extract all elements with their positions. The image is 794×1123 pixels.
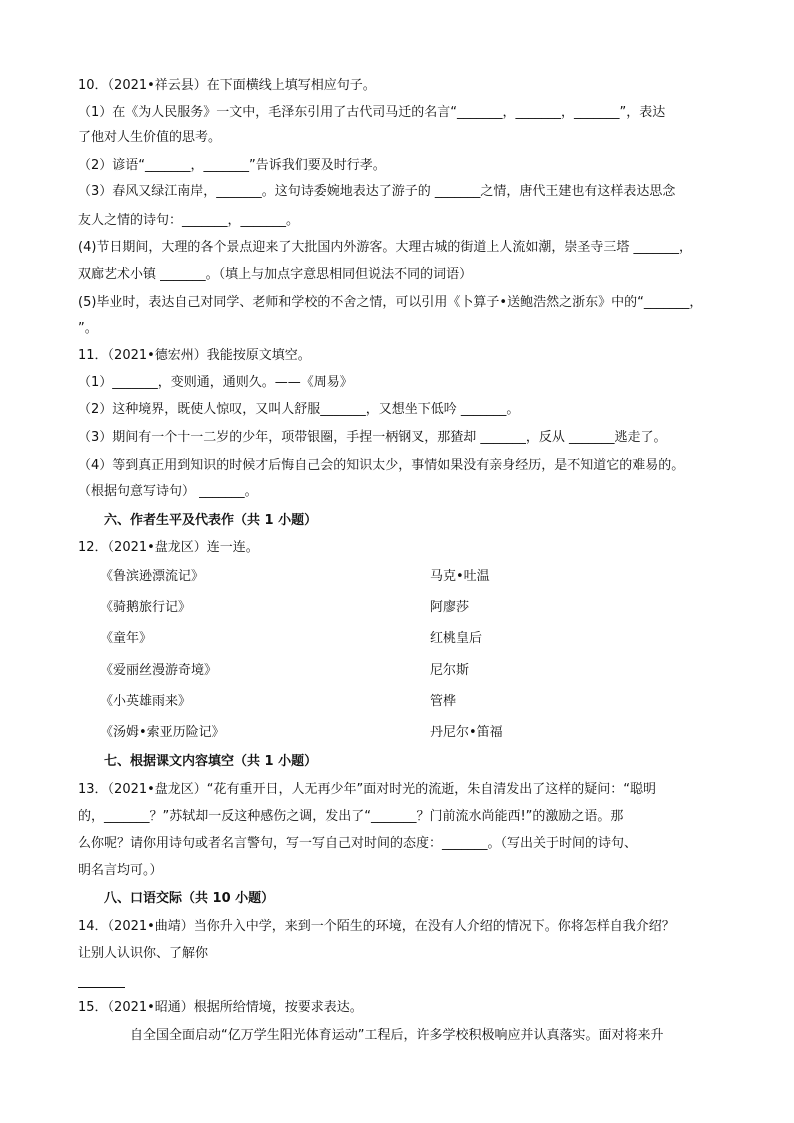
book-item: 《鲁滨逊漂流记》	[100, 569, 205, 584]
q11-part4-line1: （4）等到真正用到知识的时候才后悔自己会的知识太少，事情如果没有亲身经历，是不知道它的难易的。	[78, 458, 685, 473]
author-item: 丹尼尔•笛福	[430, 725, 503, 740]
q10-part4-line1: (4)节日期间，大理的各个景点迎来了大批国内外游客。大理古城的街道上人流如潮，崇圣寺三塔 _______，	[78, 240, 693, 255]
section-8-heading: 八、口语交际（共 10 小题）	[104, 891, 275, 906]
q10-stem: 10．（2021•祥云县）在下面横线上填写相应句子。	[78, 78, 376, 93]
q14-line1: 14．（2021•曲靖）当你升入中学，来到一个陌生的环境，在没有人介绍的情况下。你将怎样自我介绍？	[78, 919, 675, 934]
q15-stem: 15．（2021•昭通）根据所给情境，按要求表达。	[78, 1000, 363, 1015]
section-7-heading: 七、根据课文内容填空（共 1 小题）	[104, 754, 318, 769]
q10-part3-line2: 友人之情的诗句：_______，_______。	[78, 213, 300, 228]
author-item: 管桦	[430, 694, 457, 709]
q11-part2: （2）这种境界，既使人惊叹，又叫人舒服_______，又想坐下低吟 _______。	[78, 402, 520, 417]
q10-part1-line2: 了他对人生价值的思考。	[78, 130, 222, 145]
q10-part2: （2）谚语“_______，_______”告诉我们要及时行孝。	[78, 158, 386, 173]
book-item: 《骑鹅旅行记》	[100, 600, 192, 615]
q13-line2: 的，_______？”苏轼却一反这种感伤之调，发出了“_______？门前流水尚能西!”的激励之语。那	[78, 809, 624, 824]
book-item: 《汤姆•索亚历险记》	[100, 725, 225, 740]
answer-underline	[78, 987, 125, 988]
q14-line2: 让别人认识你、了解你	[78, 946, 209, 961]
author-item: 阿廖莎	[430, 600, 470, 615]
q13-line4: 明名言均可。）	[78, 863, 163, 878]
q13-line1: 13．（2021•盘龙区）“花有重开日，人无再少年”面对时光的流逝，朱自清发出了这样的疑问：“聪明	[78, 782, 656, 797]
author-item: 尼尔斯	[430, 663, 470, 678]
q10-part4-line2: 双廊艺术小镇 _______。（填上与加点字意思相同但说法不同的词语）	[78, 267, 473, 282]
q11-part1: （1）_______，变则通，通则久。——《周易》	[78, 375, 353, 390]
book-item: 《童年》	[100, 631, 153, 646]
q12-stem: 12．（2021•盘龙区）连一连。	[78, 540, 259, 555]
q10-part5-line1: (5)毕业时，表达自己对同学、老师和学校的不舍之情，可以引用《卜算子•送鲍浩然之浙东》中的“_______，	[78, 295, 703, 310]
q13-line3: 么你呢？请你用诗句或者名言警句，写一写自己对时间的态度：_______。（写出关于时间的诗句、	[78, 836, 638, 851]
q15-paragraph-line1: 自全国全面启动“亿万学生阳光体育运动”工程后，许多学校积极响应并认真落实。面对将来升	[130, 1028, 664, 1043]
q11-part4-line2: （根据句意写诗句） _______。	[78, 484, 258, 499]
q11-stem: 11．（2021•德宏州）我能按原文填空。	[78, 348, 311, 363]
book-item: 《爱丽丝漫游奇境》	[100, 663, 218, 678]
author-item: 马克•吐温	[430, 569, 490, 584]
q10-part3-line1: （3）春风又绿江南岸，_______。这句诗委婉地表达了游子的 _______之情，唐代王建也有这样表达思念	[78, 184, 676, 199]
author-item: 红桃皇后	[430, 631, 483, 646]
q10-part5-line2: ”。	[78, 321, 98, 336]
q11-part3: （3）期间有一个十一二岁的少年，项带银圈，手捏一柄钢叉，那猹却 _______，反从 _______逃走了。	[78, 430, 667, 445]
q10-part1-line1: （1）在《为人民服务》一文中，毛泽东引用了古代司马迁的名言“_______，_______，_______”，表达	[78, 105, 666, 120]
section-6-heading: 六、作者生平及代表作（共 1 小题）	[104, 513, 318, 528]
book-item: 《小英雄雨来》	[100, 694, 192, 709]
